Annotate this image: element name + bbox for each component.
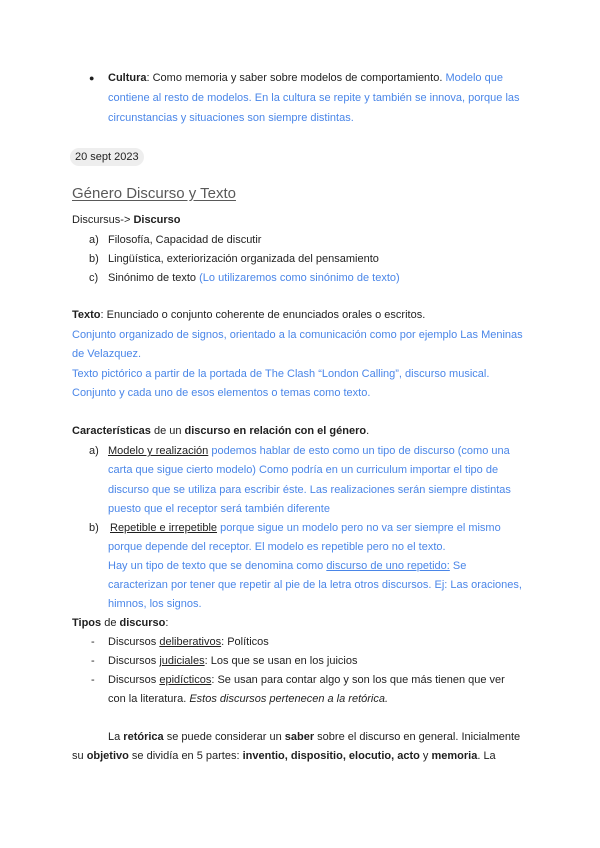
list-item-text: Filosofía, Capacidad de discutir [108, 234, 262, 246]
cultura-term: Cultura [108, 72, 147, 84]
texto-blue-line: Texto pictórico a partir de la portada de The Clash “London Calling”, discurso musical. [72, 368, 490, 380]
tipo-pre: Discursos [108, 674, 160, 686]
cultura-blue-1: Modelo que [445, 72, 503, 84]
list-item-text: Sinónimo de texto [108, 272, 200, 284]
tipos-t2: : [165, 617, 169, 629]
tipos-cont-plain: con la literatura. [108, 693, 190, 705]
list-marker: - [91, 655, 95, 667]
texto-term: Texto [72, 309, 101, 321]
ret-b: objetivo [86, 750, 129, 762]
discursus-line [72, 213, 181, 227]
cultura-def: : Como memoria y saber sobre modelos de comportamiento. [146, 72, 446, 84]
texto-line [72, 308, 425, 322]
caract-a-term: Modelo y realización [108, 445, 209, 457]
ret-b: saber [284, 731, 315, 743]
caract-b-line-4: caracterizan por tener que repetir al pie de la letra otros discursos. Ej: Las oraciones, [108, 579, 522, 591]
texto-def: : Enunciado o conjunto coherente de enunciados orales o escritos. [100, 309, 426, 321]
caract-a-line-4: puesto que el receptor será también diferente [108, 503, 330, 515]
caract-b-line-3 [108, 559, 466, 573]
discursus-prefix: Discursus-> [72, 214, 134, 226]
caract-b-l3u: discurso de uno repetido: [326, 560, 450, 572]
section-heading: Género Discurso y Texto [72, 185, 236, 202]
cultura-line-2: contiene al resto de modelos. En la cultura se repite y también se innova, porque las [108, 92, 520, 104]
tipo-pre: Discursos [108, 636, 160, 648]
caract-b1: Características [72, 425, 151, 437]
tipo-post: : Los que se usan en los juicios [204, 655, 358, 667]
tipos-cont-italic: Estos discursos pertenecen a la retórica. [189, 693, 389, 705]
list-item [108, 252, 379, 266]
list-item-blue: (Lo utilizaremos como sinónimo de texto) [199, 272, 400, 284]
list-item [108, 635, 269, 649]
tipos-title [72, 616, 168, 630]
tipo-pre: Discursos [108, 655, 160, 667]
ret-t: sobre el discurso en general. Inicialmente [314, 731, 521, 743]
caract-title [72, 424, 369, 438]
list-item-text: Lingüística, exteriorización organizada del pensamiento [108, 253, 379, 265]
list-marker: - [91, 636, 95, 648]
retorica-line-2 [72, 749, 496, 763]
tipo-term: deliberativos [159, 636, 222, 648]
list-marker: b) [89, 253, 99, 265]
ret-b: retórica [123, 731, 164, 743]
ret-t: La [108, 731, 124, 743]
caract-b2: discurso en relación con el género [184, 425, 367, 437]
ret-t: se dividía en 5 partes: [128, 750, 243, 762]
caract-t2: . [366, 425, 370, 437]
list-item [108, 673, 505, 687]
list-item [108, 271, 400, 285]
caract-a-text: podemos hablar de esto como un tipo de discurso (como una [208, 445, 510, 457]
caract-a-line-2: carta que sigue cierto modelo) Como podría en un curriculum importar el tipo de [108, 464, 499, 476]
list-marker: a) [89, 445, 99, 457]
caract-t1: de un [150, 425, 185, 437]
tipos-b2: discurso [119, 617, 166, 629]
caract-b-l3b: Se [449, 560, 467, 572]
ret-t: su [72, 750, 87, 762]
list-marker: a) [89, 234, 99, 246]
texto-blue-line: Conjunto y cada uno de esos elementos o temas como texto. [72, 387, 371, 399]
retorica-line-1 [108, 730, 520, 744]
caract-b-line-5: himnos, los signos. [108, 598, 202, 610]
caract-b-line-1 [110, 521, 501, 535]
tipo-post: : Políticos [221, 636, 269, 648]
bullet-icon: ● [89, 73, 95, 83]
caract-b-l3a: Hay un tipo de texto que se denomina como [108, 560, 327, 572]
tipo-post: : Se usan para contar algo y son los que más tienen que ver [211, 674, 505, 686]
caract-b-term: Repetible e irrepetible [110, 522, 218, 534]
tipos-continuation [108, 692, 388, 706]
discursus-bold: Discurso [133, 214, 181, 226]
texto-blue-line: Conjunto organizado de signos, orientado a la comunicación como por ejemplo Las Meninas [72, 329, 523, 341]
ret-t: . La [477, 750, 496, 762]
list-item [108, 654, 357, 668]
ret-t: se puede considerar un [163, 731, 285, 743]
list-marker: c) [89, 272, 99, 284]
caract-a-line-3: discurso que se utiliza para escribir éste. Las realizaciones serán siempre distintas [108, 484, 511, 496]
cultura-line-1 [108, 71, 503, 85]
list-item [108, 233, 261, 247]
tipo-term: judiciales [159, 655, 205, 667]
ret-b: inventio, dispositio, elocutio, acto [242, 750, 420, 762]
list-marker: - [91, 674, 95, 686]
caract-b-text: porque sigue un modelo pero no va ser siempre el mismo [217, 522, 501, 534]
cultura-line-3: circunstancias y situaciones son siempre distintas. [108, 112, 354, 124]
ret-b: memoria [431, 750, 478, 762]
caract-a-line-1 [108, 444, 510, 458]
date-chip[interactable]: 20 sept 2023 [70, 148, 144, 166]
tipo-term: epidícticos [159, 674, 212, 686]
texto-blue-line: de Velazquez. [72, 348, 142, 360]
caract-b-line-2: porque depende del receptor. El modelo es repetible pero no el texto. [108, 541, 446, 553]
ret-t: y [419, 750, 432, 762]
tipos-b1: Tipos [72, 617, 102, 629]
list-marker: b) [89, 522, 99, 534]
tipos-t1: de [101, 617, 120, 629]
